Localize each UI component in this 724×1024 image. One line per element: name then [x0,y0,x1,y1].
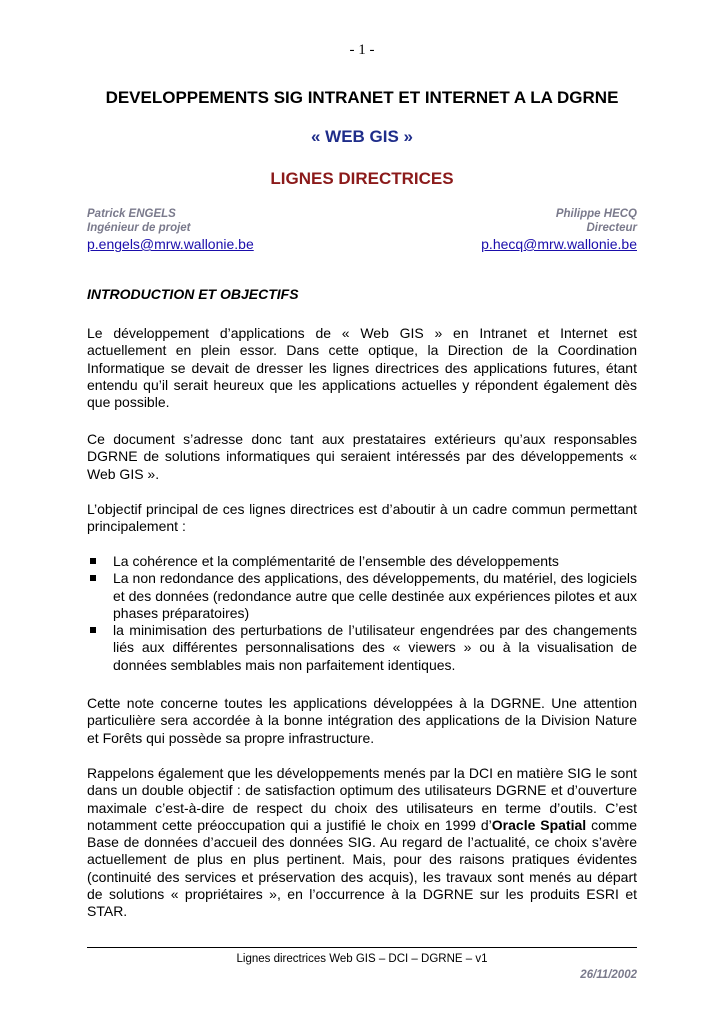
paragraph: Le développement d’applications de « Web GIS » en Intranet et Internet est actuellement en plein essor. Dans cette optique, la Direction de la Coordination Informatique se devait de dresser les lignes directrices des applications futures, étant entendu qu’il serait heureux que les applications actuelles y répondent également dès que possible. [87,325,637,411]
author-email-link[interactable]: p.engels@mrw.wallonie.be [87,236,254,252]
square-bullet-icon [90,558,96,564]
paragraph-oracle [87,765,637,921]
document-title: DEVELOPPEMENTS SIG INTRANET ET INTERNET A LA DGRNE [105,88,619,107]
list-item [87,553,637,570]
list-item [87,622,637,674]
author-role: Ingénieur de projet [87,222,191,234]
author-block-right [481,207,637,253]
introduction-heading: INTRODUCTION ET OBJECTIFS [87,286,299,302]
footer-date: 26/11/2002 [580,969,637,981]
author-name: Philippe HECQ [555,208,637,220]
footer-divider [87,947,637,948]
list-item-text: la minimisation des perturbations de l’utilisateur engendrées par des changements liés aux différentes personnalisations des « viewers » ou à la visualisation de données semblables mais non parfaitement identiques. [113,622,637,673]
document-subtitle: « WEB GIS » [310,127,414,146]
author-block-left [87,207,254,253]
list-item-text: La non redondance des applications, des développements, du matériel, des logiciels et des données (redondance autre que celle destinée aux expériences pilotes et aux phases préparatoires) [113,570,637,621]
author-email-link[interactable]: p.hecq@mrw.wallonie.be [481,236,637,252]
page-number: - 1 - [349,42,375,58]
square-bullet-icon [90,627,96,633]
square-bullet-icon [90,575,96,581]
paragraph-text: comme Base de données d’accueil des données SIG. Au regard de l’actualité, ce choix s’avère actuellement de plus en plus pertinent. Mais, pour des raisons pratiques évidentes (continuité des services et préservation des acquis), les travaux sont menés au départ de solutions « propriétaires », en l’occurrence à la DGRNE sur les produits ESRI et STAR. [87,816,637,920]
paragraph-text: Rappelons également que les développements menés par la DCI en matière SIG le sont dans un double objectif : de satisfaction optimum des utilisateurs DGRNE et d’ouverture maximale c’est-à-dire de respect du choix des utilisateurs en terme d’outils. C’est notamment cette préoccupation qui a justifié le choix en 1999 d’ [87,765,637,833]
section-title: LIGNES DIRECTRICES [270,169,454,188]
objectives-list [87,553,637,674]
paragraph: L’objectif principal de ces lignes directrices est d’aboutir à un cadre commun permettant principalement : [87,501,637,535]
list-item [87,570,637,622]
paragraph: Cette note concerne toutes les applications développées à la DGRNE. Une attention particulière sera accordée à la bonne intégration des applications de la Division Nature et Forêts qui possède sa propre infrastructure. [87,695,637,746]
footer-text: Lignes directrices Web GIS – DCI – DGRNE – v1 [236,953,488,965]
author-role: Directeur [586,222,637,234]
list-item-text: La cohérence et la complémentarité de l’ensemble des développements [113,553,559,569]
author-name: Patrick ENGELS [87,208,176,220]
emphasis-text: Oracle Spatial [491,816,587,833]
paragraph: Ce document s’adresse donc tant aux prestataires extérieurs qu’aux responsables DGRNE de solutions informatiques qui seraient intéressés par des développements « Web GIS ». [87,431,637,482]
